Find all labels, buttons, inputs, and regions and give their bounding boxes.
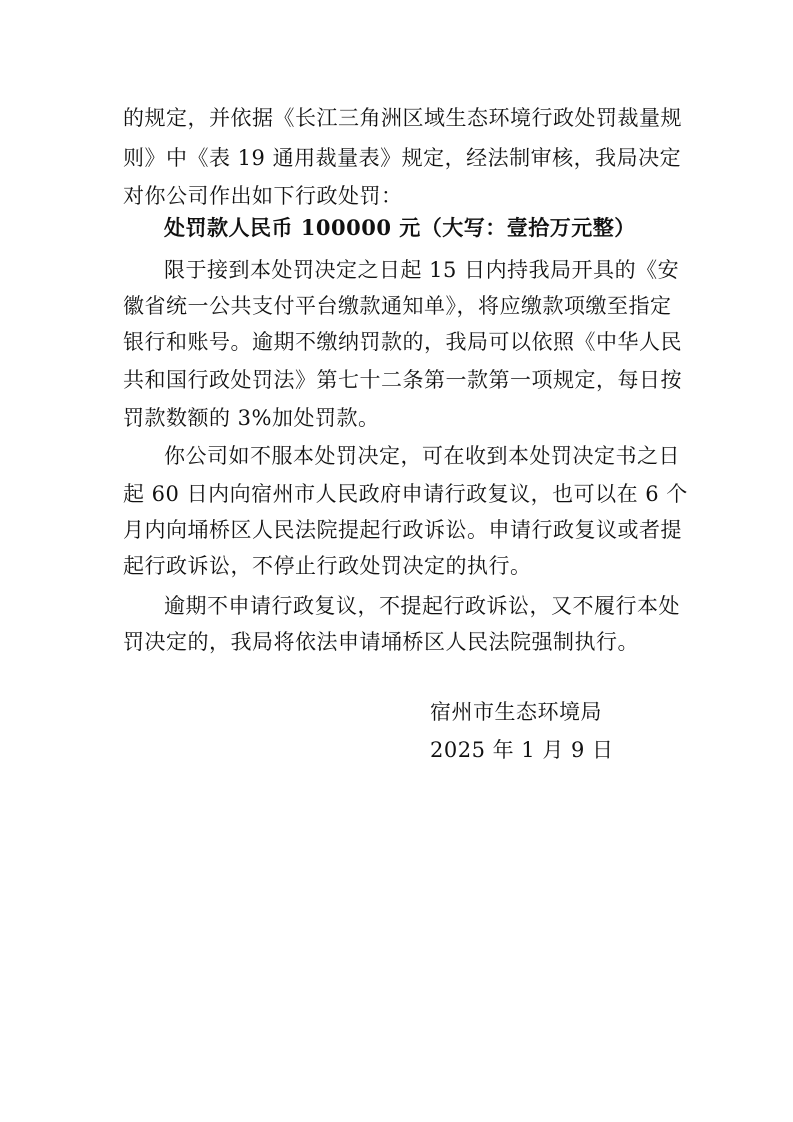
paragraph-line: 则》中《表 19 通用裁量表》规定，经法制审核，我局决定 [123,146,682,170]
paragraph-line: 共和国行政处罚法》第七十二条第一款第一项规定，每日按 [123,368,682,392]
paragraph-line: 起行政诉讼，不停止行政处罚决定的执行。 [123,554,532,578]
paragraph-line: 逾期不申请行政复议，不提起行政诉讼，又不履行本处 [164,594,680,618]
paragraph-line: 你公司如不服本处罚决定，可在收到本处罚决定书之日 [164,444,680,468]
paragraph-line: 对你公司作出如下行政处罚： [123,184,403,208]
paragraph-line: 罚款数额的 3%加处罚款。 [123,406,380,430]
issue-date: 2025 年 1 月 9 日 [430,738,614,762]
penalty-amount-line: 处罚款人民币 100000 元（大写：壹拾万元整） [164,215,636,240]
paragraph-line: 银行和账号。逾期不缴纳罚款的，我局可以依照《中华人民 [123,330,682,354]
paragraph-line: 月内向埇桥区人民法院提起行政诉讼。申请行政复议或者提 [123,518,682,542]
paragraph-line: 的规定，并依据《长江三角洲区域生态环境行政处罚裁量规 [123,106,682,130]
paragraph-line: 罚决定的，我局将依法申请埇桥区人民法院强制执行。 [123,630,639,654]
issuing-organization: 宿州市生态环境局 [430,700,602,724]
paragraph-line: 起 60 日内向宿州市人民政府申请行政复议，也可以在 6 个 [123,482,688,506]
paragraph-line: 徽省统一公共支付平台缴款通知单》，将应缴款项缴至指定 [123,294,672,318]
paragraph-line: 限于接到本处罚决定之日起 15 日内持我局开具的《安 [164,258,680,282]
